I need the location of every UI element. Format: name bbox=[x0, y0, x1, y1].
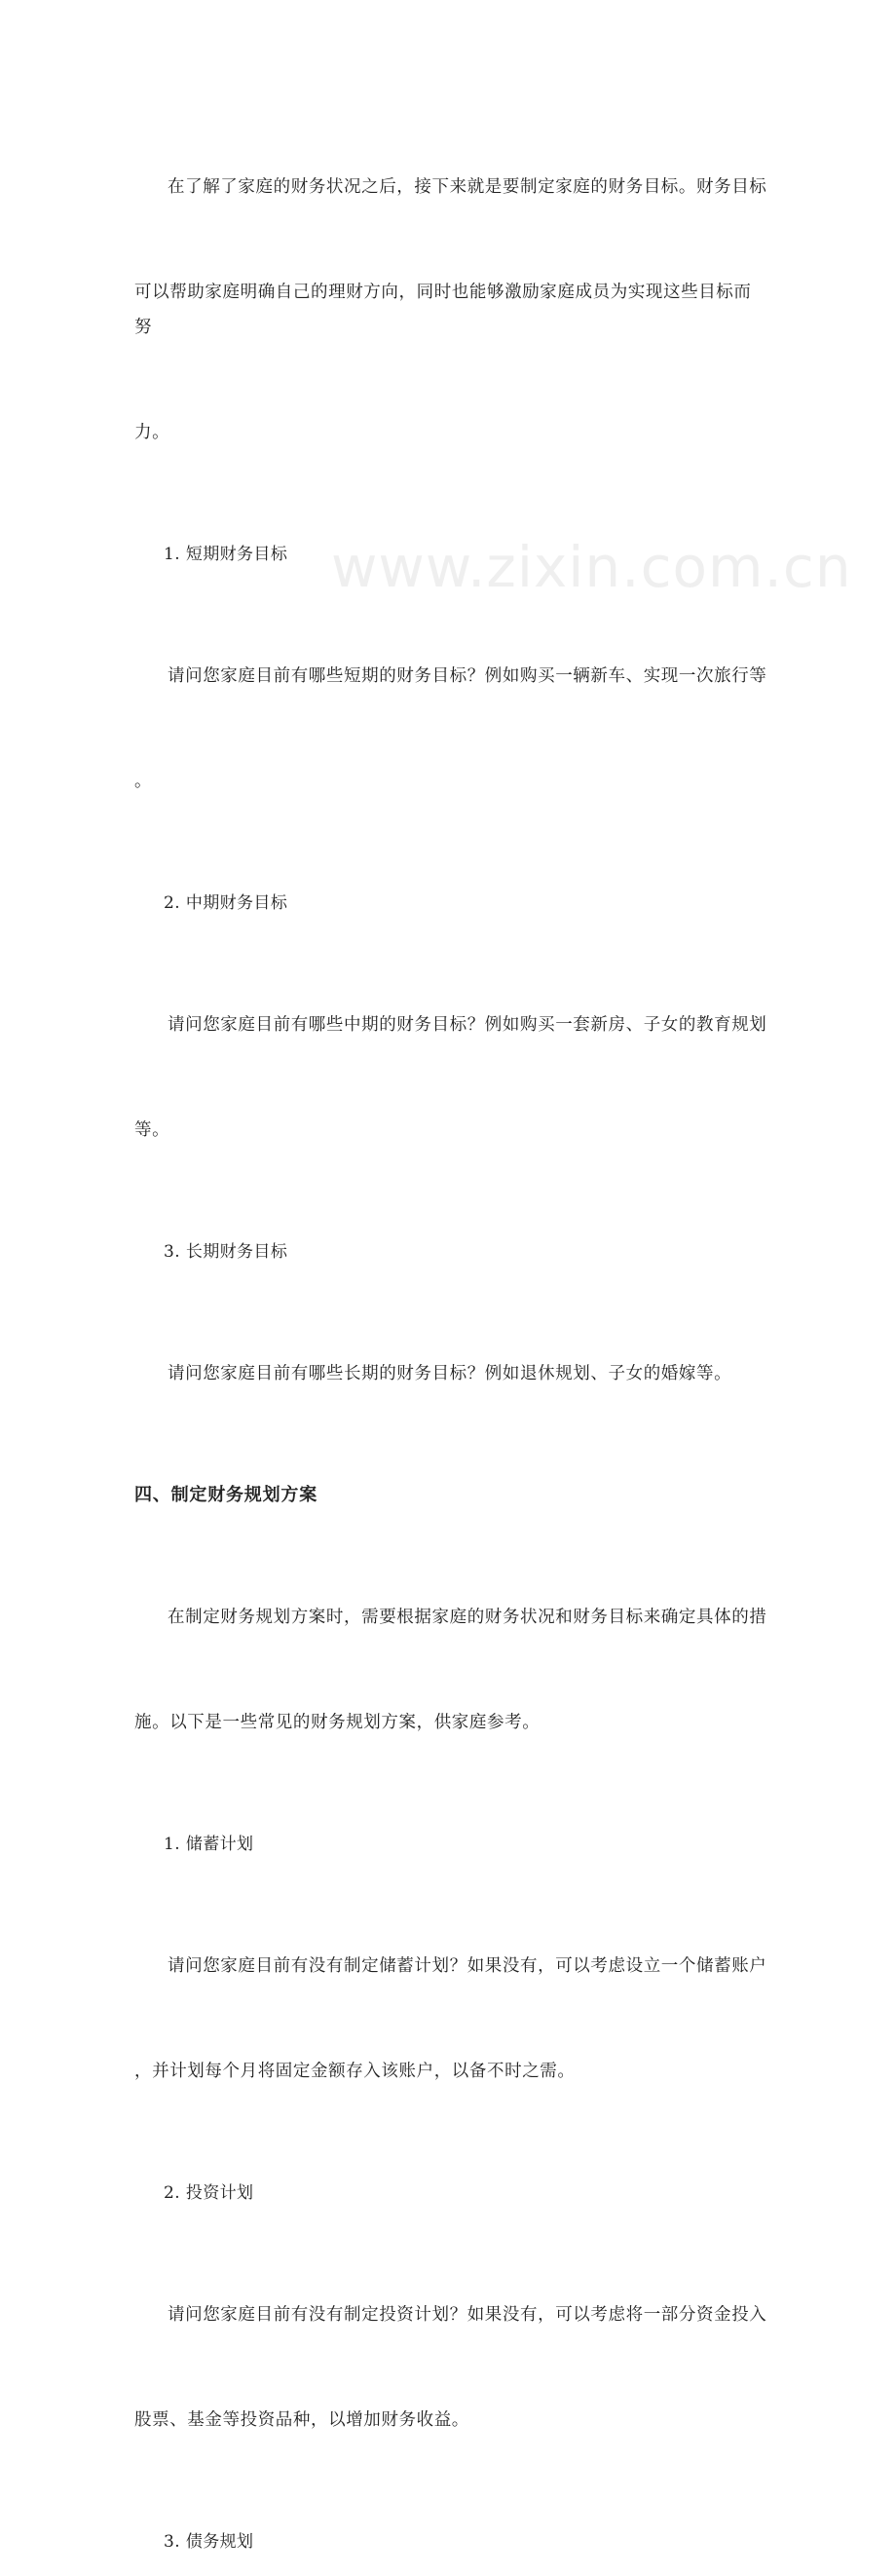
plan-intro-line: 在制定财务规划方案时，需要根据家庭的财务状况和财务目标来确定具体的措 bbox=[168, 1608, 767, 1627]
watermark: www.zixin.com.cn bbox=[331, 534, 852, 600]
item-investment-plan: 2. 投资计划 bbox=[164, 2183, 254, 2203]
plan-intro-paragraph bbox=[134, 1530, 767, 1810]
item-long-term-goals: 3. 长期财务目标 bbox=[164, 1242, 288, 1262]
question-line: 请问您家庭目前有哪些中期的财务目标？例如购买一套新房、子女的教育规划 bbox=[168, 1015, 767, 1035]
intro-line: 力。 bbox=[134, 423, 170, 442]
short-term-question bbox=[134, 588, 767, 869]
investment-question bbox=[134, 2227, 767, 2508]
question-line: 请问您家庭目前有没有制定投资计划？如果没有，可以考虑将一部分资金投入 bbox=[168, 2305, 767, 2325]
question-line: 。 bbox=[134, 772, 153, 791]
long-term-question bbox=[134, 1286, 767, 1461]
document-page bbox=[134, 99, 767, 2576]
intro-line: 在了解了家庭的财务状况之后，接下来就是要制定家庭的财务目标。财务目标 bbox=[168, 177, 767, 197]
intro-line: 可以帮助家庭明确自己的理财方向，同时也能够激励家庭成员为实现这些目标而努 bbox=[134, 283, 752, 337]
intro-paragraph bbox=[134, 99, 767, 520]
item-mid-term-goals: 2. 中期财务目标 bbox=[164, 893, 288, 913]
question-line: 请问您家庭目前有哪些长期的财务目标？例如退休规划、子女的婚嫁等。 bbox=[168, 1364, 732, 1383]
plan-intro-line: 施。以下是一些常见的财务规划方案，供家庭参考。 bbox=[134, 1713, 541, 1732]
savings-question bbox=[134, 1878, 767, 2159]
section-heading: 四、制定财务规划方案 bbox=[134, 1485, 317, 1505]
question-line: 请问您家庭目前有没有制定储蓄计划？如果没有，可以考虑设立一个储蓄账户 bbox=[168, 1956, 767, 1976]
question-line: 等。 bbox=[134, 1120, 170, 1140]
item-debt-plan: 3. 债务规划 bbox=[164, 2532, 254, 2552]
item-short-term-goals: 1. 短期财务目标 bbox=[164, 545, 288, 564]
question-line: 请问您家庭目前有哪些短期的财务目标？例如购买一辆新车、实现一次旅行等 bbox=[168, 666, 767, 686]
item-savings-plan: 1. 储蓄计划 bbox=[164, 1835, 254, 1854]
mid-term-question bbox=[134, 937, 767, 1218]
question-line: ，并计划每个月将固定金额存入该账户，以备不时之需。 bbox=[134, 2062, 576, 2081]
question-line: 股票、基金等投资品种，以增加财务收益。 bbox=[134, 2410, 469, 2430]
